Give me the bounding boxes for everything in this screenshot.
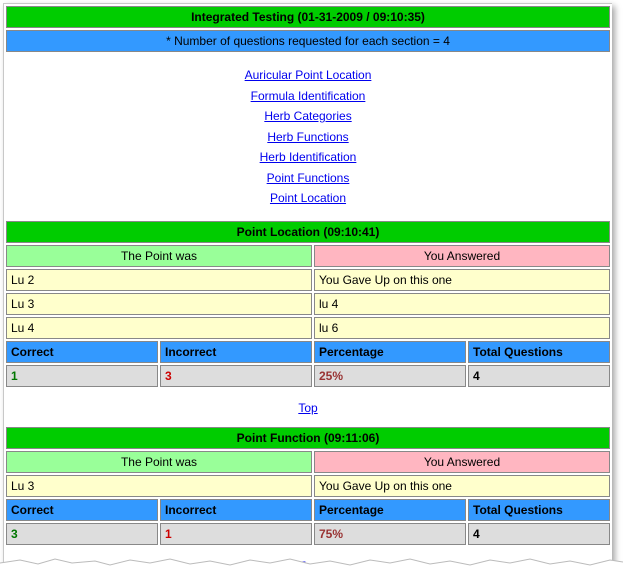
stat-total: 4	[468, 365, 610, 387]
test-header	[4, 4, 612, 54]
questions-note: * Number of questions requested for each section = 4	[6, 30, 610, 52]
link-formula-identification[interactable]: Formula Identification	[250, 88, 366, 103]
results-table-point-location	[4, 219, 612, 389]
stat-percentage: 25%	[314, 365, 466, 387]
link-point-functions[interactable]: Point Functions	[266, 170, 350, 185]
link-point-location[interactable]: Point Location	[269, 191, 347, 205]
results-table-point-function	[4, 425, 612, 547]
answer-cell: lu 6	[314, 317, 610, 339]
link-auricular-point-location[interactable]: Auricular Point Location	[244, 68, 372, 82]
answer-cell: You Gave Up on this one	[314, 475, 610, 497]
stat-header-incorrect: Incorrect	[160, 499, 312, 521]
stat-correct: 1	[6, 365, 158, 387]
column-point-was: The Point was	[6, 451, 312, 473]
page-title: Integrated Testing (01-31-2009 / 09:10:35)	[6, 6, 610, 28]
stat-header-incorrect: Incorrect	[160, 341, 312, 363]
stat-percentage: 75%	[314, 523, 466, 545]
stat-header-total: Total Questions	[468, 341, 610, 363]
point-cell: Lu 4	[6, 317, 312, 339]
page-frame	[3, 3, 612, 572]
answer-cell: You Gave Up on this one	[314, 269, 610, 291]
stat-header-percentage: Percentage	[314, 499, 466, 521]
table-row	[6, 293, 610, 315]
stat-incorrect: 3	[160, 365, 312, 387]
section-title: Point Function (09:11:06)	[6, 427, 610, 449]
stat-header-total: Total Questions	[468, 499, 610, 521]
link-herb-functions[interactable]: Herb Functions	[267, 129, 349, 144]
section-links	[4, 54, 612, 219]
torn-edge-decoration	[0, 555, 623, 573]
table-row	[6, 269, 610, 291]
answer-cell: lu 4	[314, 293, 610, 315]
stat-header-percentage: Percentage	[314, 341, 466, 363]
stat-incorrect: 1	[160, 523, 312, 545]
point-cell: Lu 3	[6, 475, 312, 497]
stat-header-correct: Correct	[6, 499, 158, 521]
stat-total: 4	[468, 523, 610, 545]
stat-header-correct: Correct	[6, 341, 158, 363]
column-point-was: The Point was	[6, 245, 312, 267]
link-herb-categories[interactable]: Herb Categories	[264, 109, 352, 123]
table-row	[6, 317, 610, 339]
table-row	[6, 475, 610, 497]
top-link[interactable]: Top	[298, 400, 318, 415]
column-you-answered: You Answered	[314, 451, 610, 473]
point-cell: Lu 3	[6, 293, 312, 315]
link-herb-identification[interactable]: Herb Identification	[259, 150, 357, 164]
column-you-answered: You Answered	[314, 245, 610, 267]
point-cell: Lu 2	[6, 269, 312, 291]
stat-correct: 3	[6, 523, 158, 545]
section-title: Point Location (09:10:41)	[6, 221, 610, 243]
